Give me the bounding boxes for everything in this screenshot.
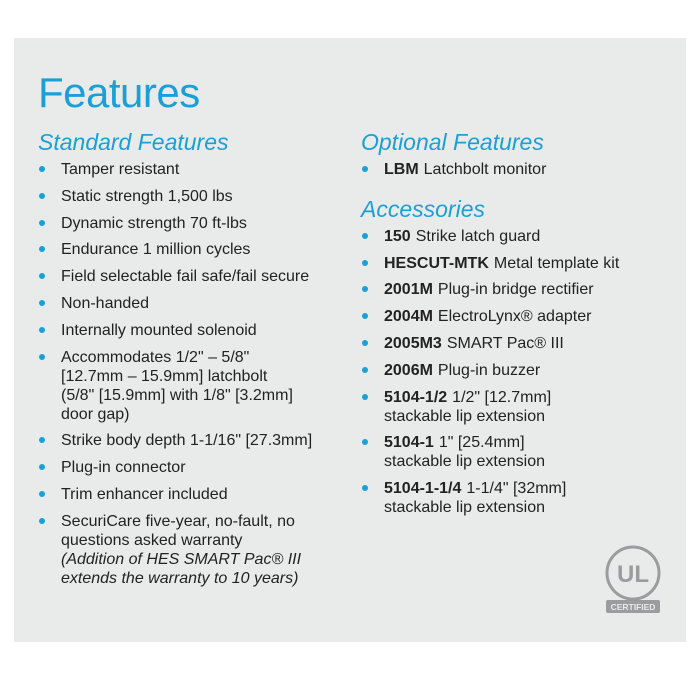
list-item: Strike body depth 1-1/16" [27.3mm]	[38, 431, 358, 450]
bullet-icon	[39, 300, 45, 306]
part-code: HESCUT-MTK	[384, 254, 489, 272]
part-code: 2004M	[384, 308, 433, 326]
list-item: Trim enhancer included	[38, 485, 358, 504]
accessories-heading: Accessories	[361, 195, 485, 222]
standard-features-column	[38, 128, 358, 596]
list-item: LBM Latchbolt monitor	[361, 160, 681, 179]
bullet-icon	[362, 485, 368, 491]
part-code: 5104-1	[384, 434, 434, 452]
part-code: 5104-1-1/4	[384, 480, 462, 498]
list-item: 5104-1 1" [25.4mm] stackable lip extension	[361, 433, 681, 471]
list-item: Static strength 1,500 lbs	[38, 187, 358, 206]
standard-features-heading: Standard Features	[38, 129, 229, 155]
bullet-icon	[362, 394, 368, 400]
bullet-icon	[39, 437, 45, 443]
features-panel	[14, 38, 686, 642]
list-item: SecuriCare five-year, no-fault, no questions asked warranty (Addition of HES SMART Pac® III extends the warranty to 10 years)	[38, 512, 358, 588]
list-item: 5104-1-1/4 1-1/4" [32mm] stackable lip extension	[361, 479, 681, 517]
bullet-icon	[362, 286, 368, 292]
part-code: 2001M	[384, 281, 433, 299]
bullet-icon	[39, 491, 45, 497]
list-item: Endurance 1 million cycles	[38, 240, 358, 259]
bullet-icon	[362, 233, 368, 239]
list-item: Tamper resistant	[38, 160, 358, 179]
optional-features-heading: Optional Features	[361, 129, 544, 155]
ul-certified-label: CERTIFIED	[610, 602, 656, 612]
list-item: Accommodates 1/2" – 5/8" [12.7mm – 15.9mm] latchbolt (5/8" [15.9mm] with 1/8" [3.2mm] door gap)	[38, 348, 358, 424]
bullet-icon	[39, 273, 45, 279]
bullet-icon	[39, 464, 45, 470]
bullet-icon	[362, 313, 368, 319]
list-item: HESCUT-MTK Metal template kit	[361, 254, 681, 273]
ul-certified-icon	[604, 544, 662, 614]
warranty-note: (Addition of HES SMART Pac® III extends the warranty to 10 years)	[61, 550, 302, 587]
page-title: Features	[38, 69, 200, 116]
list-item: Non-handed	[38, 294, 358, 313]
bullet-icon	[39, 220, 45, 226]
ul-mark-letters: UL	[617, 561, 649, 588]
part-code: LBM	[384, 161, 419, 178]
list-item: 2005M3 SMART Pac® III	[361, 334, 681, 353]
part-code: 2006M	[384, 361, 433, 379]
part-code: 150	[384, 227, 411, 245]
accessories-list	[361, 227, 681, 517]
optional-features-list	[361, 160, 681, 179]
bullet-icon	[362, 166, 368, 172]
bullet-icon	[362, 340, 368, 346]
list-item: 5104-1/2 1/2" [12.7mm] stackable lip extension	[361, 388, 681, 426]
list-item: Plug-in connector	[38, 458, 358, 477]
bullet-icon	[362, 367, 368, 373]
bullet-icon	[39, 327, 45, 333]
bullet-icon	[39, 166, 45, 172]
standard-features-list	[38, 160, 358, 588]
list-item: Internally mounted solenoid	[38, 321, 358, 340]
bullet-icon	[39, 246, 45, 252]
list-item: 2006M Plug-in buzzer	[361, 361, 681, 380]
list-item: 2001M Plug-in bridge rectifier	[361, 280, 681, 299]
bullet-icon	[39, 518, 45, 524]
optional-accessories-column	[361, 128, 681, 525]
list-item: 150 Strike latch guard	[361, 227, 681, 246]
bullet-icon	[39, 354, 45, 360]
list-item: Field selectable fail safe/fail secure	[38, 267, 358, 286]
bullet-icon	[362, 439, 368, 445]
bullet-icon	[39, 193, 45, 199]
list-item: Dynamic strength 70 ft-lbs	[38, 214, 358, 233]
part-code: 5104-1/2	[384, 388, 448, 406]
part-code: 2005M3	[384, 334, 442, 352]
bullet-icon	[362, 260, 368, 266]
list-item: 2004M ElectroLynx® adapter	[361, 307, 681, 326]
